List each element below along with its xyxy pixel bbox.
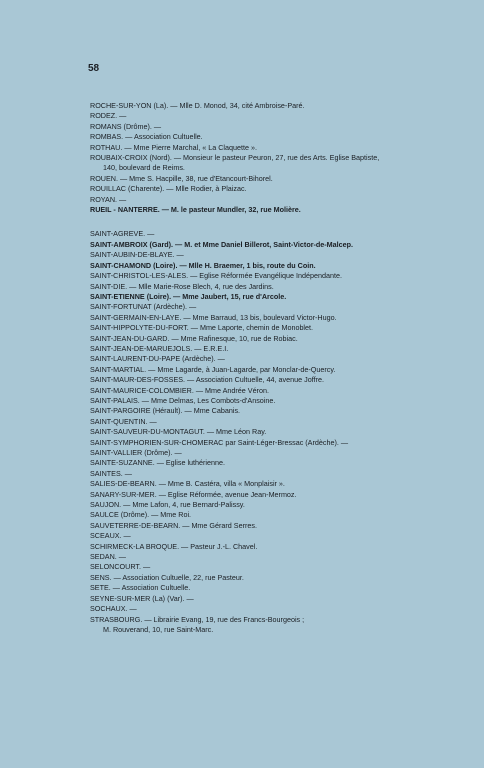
directory-entry xyxy=(90,448,420,458)
directory-entry xyxy=(90,375,420,385)
entry-town: SAINTE-SUZANNE. xyxy=(90,458,155,468)
entry-town: SAINT-CHAMOND (Loire). xyxy=(90,260,178,270)
entry-town: SAINT-CHRISTOL-LES-ALES. xyxy=(90,271,189,281)
directory-entry xyxy=(90,490,420,500)
entry-details: — Mme Léon Ray. xyxy=(204,427,267,437)
entry-details: — Mme Gérard Serres. xyxy=(180,520,257,530)
entry-details: — Association Cultuelle. xyxy=(123,132,203,142)
entry-details: — Mme Roi. xyxy=(149,510,192,520)
entry-details: — xyxy=(174,250,184,260)
entry-town: SAINT-JEAN-DE-MARUEJOLS. xyxy=(90,343,193,353)
directory-entry xyxy=(90,122,420,132)
directory-entry xyxy=(90,604,420,614)
entry-details: — E.R.E.I. xyxy=(192,343,229,353)
entry-details: — xyxy=(145,229,155,239)
entry-details: — Mlle Marie-Rose Blech, 4, rue des Jardins. xyxy=(127,281,274,291)
directory-entry xyxy=(90,615,420,636)
directory-entry xyxy=(90,552,420,562)
entry-town: ROUBAIX-CROIX (Nord). xyxy=(90,153,172,163)
entry-details: — Mlle Rodier, à Plaizac. xyxy=(164,184,247,194)
entry-town: SOCHAUX. xyxy=(90,604,128,614)
directory-entry xyxy=(90,469,420,479)
entry-details: — Mme B. Castéra, villa « Monplaisir ». xyxy=(156,479,285,489)
directory-entry xyxy=(90,479,420,489)
entry-town: SAINT-AGREVE. xyxy=(90,229,146,239)
directory-entry xyxy=(90,205,420,215)
directory-entry xyxy=(90,111,420,121)
directory-entry xyxy=(90,250,420,260)
directory-entry xyxy=(90,354,420,364)
directory-entry xyxy=(90,500,420,510)
directory-entry xyxy=(90,542,420,552)
entry-town: SAINT-PALAIS. xyxy=(90,395,140,405)
entry-details: — xyxy=(184,593,194,603)
entry-details: — xyxy=(127,604,137,614)
entry-details: — Mme Cabanis. xyxy=(182,406,241,416)
entry-town: SENS. xyxy=(90,572,112,582)
entry-details: — Monsieur le pasteur Peuron, 27, rue des Arts. Eglise Baptiste, xyxy=(171,153,380,163)
directory-entry xyxy=(90,417,420,427)
entry-town: ROYAN. xyxy=(90,194,118,204)
entry-town: SAINT-QUENTIN. xyxy=(90,416,148,426)
entry-details: — xyxy=(151,121,162,131)
entry-town: SETE. xyxy=(90,583,111,593)
entry-town: ROMANS (Drôme). xyxy=(90,121,152,131)
entry-town: ROTHAU. xyxy=(90,142,123,152)
directory-entry xyxy=(90,282,420,292)
directory-entry xyxy=(90,458,420,468)
entry-town: SAINT-AMBROIX (Gard). xyxy=(90,239,174,249)
directory-entry xyxy=(90,153,420,174)
entry-details: — Eglise Réformée Evangélique Indépendante. xyxy=(188,271,342,281)
directory-entry xyxy=(90,261,420,271)
entry-details: — M. le pasteur Mundler, 32, rue Molière. xyxy=(159,205,301,215)
directory-entry xyxy=(90,271,420,281)
entry-details: — Mlle D. Monod, 34, cité Ambroise-Paré. xyxy=(168,101,305,110)
directory-entry xyxy=(90,184,420,194)
entry-details: — Librairie Evang, 19, rue des Francs-Bourgeois ; xyxy=(142,614,305,624)
entry-town: SAINT-FORTUNAT (Ardèche). xyxy=(90,302,188,312)
entry-town: SAINT-VALLIER (Drôme). xyxy=(90,448,173,457)
entry-town: SAINT-HIPPOLYTE-DU-FORT. xyxy=(90,323,189,333)
group-separator xyxy=(90,215,420,229)
entry-details: — Eglise luthérienne. xyxy=(154,458,226,468)
entry-town: SALIES-DE-BEARN. xyxy=(90,479,157,489)
entry-details: — Association Cultuelle, 22, rue Pasteur. xyxy=(111,572,244,582)
entry-details: — Mme Barraud, 13 bis, boulevard Victor-Hugo. xyxy=(181,312,337,322)
entry-town: ROUILLAC (Charente). xyxy=(90,184,165,194)
entry-details: — Eglise Réformée, avenue Jean-Mermoz. xyxy=(156,489,297,499)
directory-entry xyxy=(90,427,420,437)
entry-details: — xyxy=(121,531,131,541)
directory-entry xyxy=(90,531,420,541)
directory-entry xyxy=(90,562,420,572)
entry-town: RODEZ. xyxy=(90,111,118,121)
entry-details: — xyxy=(147,416,157,426)
entry-town: SAINT-MAURICE-COLOMBIER. xyxy=(90,385,194,395)
directory-entry xyxy=(90,438,420,448)
entry-details: — xyxy=(215,354,225,364)
directory-entry xyxy=(90,406,420,416)
entry-town: SAINT-GERMAIN-EN-LAYE. xyxy=(90,312,182,322)
directory-entry xyxy=(90,101,420,111)
directory-entry xyxy=(90,292,420,302)
directory-entry xyxy=(90,344,420,354)
entry-details: — Mlle H. Braemer, 1 bis, route du Coin. xyxy=(177,260,316,270)
entry-town: SAINT-AUBIN-DE-BLAYE. xyxy=(90,250,175,260)
entry-details: — Mme Lafon, 4, rue Bernard-Palissy. xyxy=(121,500,245,510)
entry-town: ROUEN. xyxy=(90,173,118,183)
directory-entry xyxy=(90,510,420,520)
entry-details: — Mme S. Hacpille, 38, rue d'Etancourt-Bihorel. xyxy=(117,173,273,183)
directory-group-r xyxy=(90,101,420,215)
entry-details: — xyxy=(187,302,197,312)
entry-town: SAUJON. xyxy=(90,500,122,510)
directory-entry xyxy=(90,143,420,153)
entry-town: SAINT-SAUVEUR-DU-MONTAGUT. xyxy=(90,427,205,437)
entry-town: SCHIRMECK-LA BROQUE. xyxy=(90,541,180,551)
entry-town: SAINT-MARTIAL. xyxy=(90,364,147,374)
entry-continuation: 140, boulevard de Reims. xyxy=(103,163,185,173)
entry-town: SAINT-JEAN-DU-GARD. xyxy=(90,333,170,343)
entry-details: — xyxy=(141,562,151,572)
entry-details: — Mme Pierre Marchal, « La Claquette ». xyxy=(122,142,257,152)
directory-entry xyxy=(90,594,420,604)
directory-entry xyxy=(90,302,420,312)
entry-town: SAINT-DIE. xyxy=(90,281,128,291)
directory-group-s xyxy=(90,229,420,635)
entry-town: SAUVETERRE-DE-BEARN. xyxy=(90,520,181,530)
entry-town: SELONCOURT. xyxy=(90,562,141,572)
entry-town: SAINT-PARGOIRE (Hérault). xyxy=(90,406,183,416)
directory-entry xyxy=(90,521,420,531)
entry-details: — Mme Andrée Véron. xyxy=(193,385,269,395)
entry-town: SEDAN. xyxy=(90,552,117,562)
entry-town: SEYNE-SUR-MER (La) (Var). xyxy=(90,593,185,603)
entry-details: — Association Cultuelle. xyxy=(110,583,191,593)
entry-town: SAINT-ETIENNE (Loire). xyxy=(90,291,172,301)
entry-town: SAULCE (Drôme). xyxy=(90,510,150,520)
directory-entry xyxy=(90,229,420,239)
entry-town: SAINT-MAUR-DES-FOSSES. xyxy=(90,375,186,385)
entry-details: par Saint-Léger-Bressac (Ardèche). — xyxy=(223,437,349,447)
directory-entry xyxy=(90,174,420,184)
entry-details: — xyxy=(117,194,127,204)
entry-town: SCEAUX. xyxy=(90,531,122,541)
directory-entry xyxy=(90,583,420,593)
directory-entry xyxy=(90,334,420,344)
entry-details: — Mme Jaubert, 15, rue d'Arcole. xyxy=(171,291,287,301)
directory-entry xyxy=(90,573,420,583)
directory-entry xyxy=(90,240,420,250)
directory-entry xyxy=(90,132,420,142)
directory-entry xyxy=(90,386,420,396)
entry-details: — Association Cultuelle, 44, avenue Joffre. xyxy=(185,375,324,385)
entry-town: RUEIL - NANTERRE. xyxy=(90,205,160,215)
entry-town: STRASBOURG. xyxy=(90,614,143,624)
directory-entry xyxy=(90,195,420,205)
entry-town: SANARY-SUR-MER. xyxy=(90,489,157,499)
entry-details: — xyxy=(117,111,127,121)
entry-details: — M. et Mme Daniel Billerot, Saint-Victor-de-Malcep. xyxy=(173,239,354,249)
directory-list xyxy=(90,101,420,635)
entry-continuation: M. Rouverand, 10, rue Saint-Marc. xyxy=(103,624,214,634)
directory-entry xyxy=(90,396,420,406)
entry-details: — Mme Rafinesque, 10, rue de Robiac. xyxy=(169,333,298,343)
directory-entry xyxy=(90,313,420,323)
entry-details: — Mme Lagarde, à Juan-Lagarde, par Monclar-de-Quercy. xyxy=(146,364,336,374)
entry-town: SAINT-SYMPHORIEN-SUR-CHOMERAC xyxy=(90,437,224,447)
entry-town: ROCHE-SUR-YON (La). xyxy=(90,101,169,110)
page-number: 58 xyxy=(88,63,100,74)
directory-entry xyxy=(90,365,420,375)
entry-details: — Mme Delmas, Les Combots-d'Ansoine. xyxy=(139,395,276,405)
entry-details: — Mme Laporte, chemin de Monoblet. xyxy=(188,323,314,333)
directory-entry xyxy=(90,323,420,333)
entry-town: SAINT-LAURENT-DU-PAPE (Ardèche). xyxy=(90,354,216,364)
entry-town: SAINTES. xyxy=(90,468,123,478)
entry-details: — Pasteur J.-L. Chavel. xyxy=(179,541,258,551)
entry-town: ROMBAS. xyxy=(90,132,124,142)
entry-details: — xyxy=(172,448,182,457)
entry-details: — xyxy=(116,552,126,562)
entry-details: — xyxy=(122,468,132,478)
